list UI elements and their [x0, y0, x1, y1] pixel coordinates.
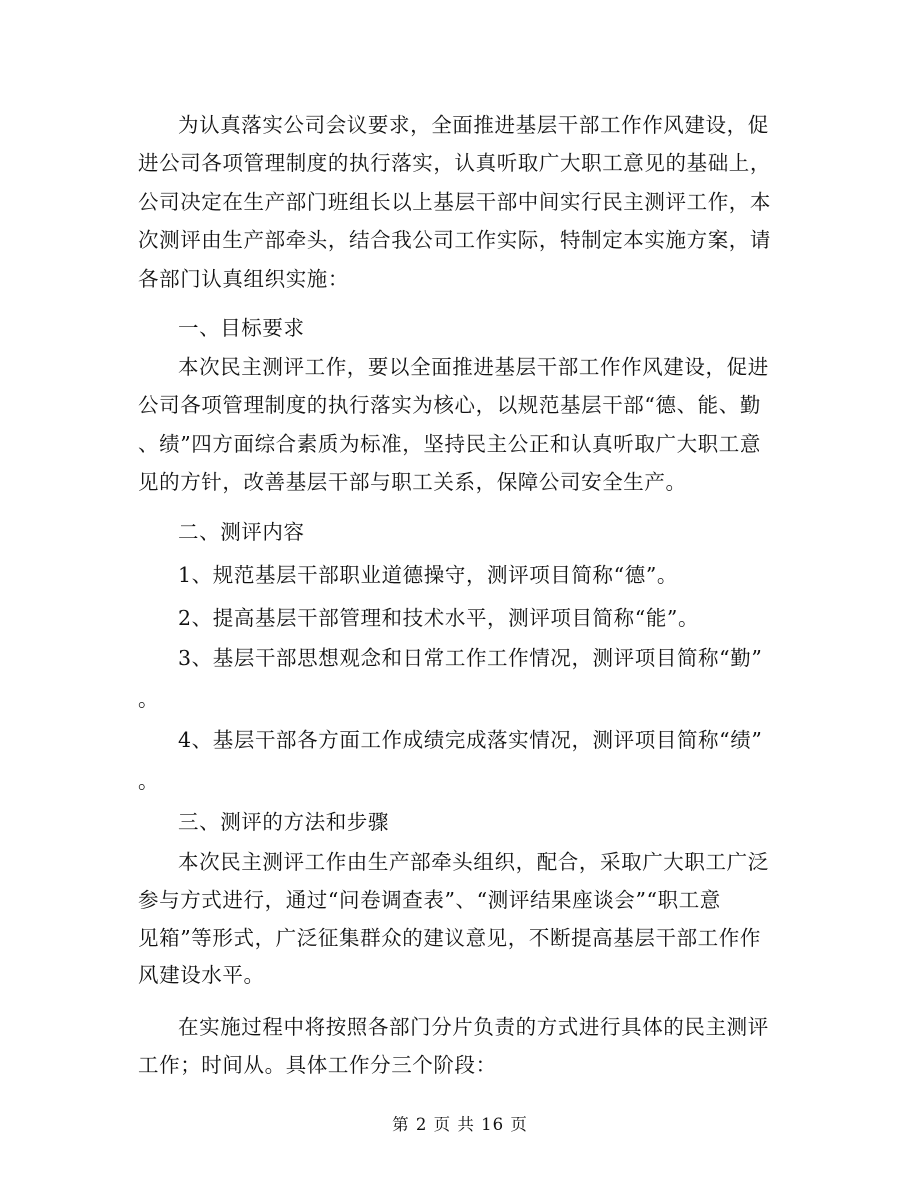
list-item: 1、规范基层干部职业道德操守，测评项目简称“德”。: [178, 563, 679, 587]
text-line: 本次民主测评工作，要以全面推进基层干部工作作风建设，促进: [178, 355, 769, 379]
text-line: 本次民主测评工作由生产部牵头组织，配合，采取广大职工广泛: [178, 850, 769, 874]
list-item: 3、基层干部思想观念和日常工作工作情况，测评项目简称“勤”: [178, 646, 763, 670]
text-line: 各部门认真组织实施：: [138, 267, 349, 291]
text-line: 、绩”四方面综合素质为标准，坚持民主公正和认真听取广大职工意: [138, 432, 761, 456]
section-heading: 二、测评内容: [178, 520, 305, 544]
text-line: 风建设水平。: [138, 963, 265, 987]
text-line: 公司各项管理制度的执行落实为核心，以规范基层干部“德、能、勤: [138, 393, 761, 417]
page-number: 第 2 页 共 16 页: [392, 1115, 528, 1134]
text-line: 公司决定在生产部门班组长以上基层干部中间实行民主测评工作，本: [138, 190, 771, 214]
text-line: 次测评由生产部牵头，结合我公司工作实际，特制定本实施方案，请: [138, 228, 771, 252]
section-heading: 三、测评的方法和步骤: [178, 810, 389, 834]
section-heading: 一、目标要求: [178, 316, 305, 340]
text-line: 见的方针，改善基层干部与职工关系，保障公司安全生产。: [138, 470, 687, 494]
text-line: 在实施过程中将按照各部门分片负责的方式进行具体的民主测评: [178, 1015, 769, 1039]
list-item: 2、提高基层干部管理和技术水平，测评项目简称“能”。: [178, 606, 700, 630]
text-line: 见箱”等形式，广泛征集群众的建议意见，不断提高基层干部工作作: [138, 926, 761, 950]
text-line: 。: [138, 769, 160, 793]
list-item: 4、基层干部各方面工作成绩完成落实情况，测评项目简称“绩”: [178, 728, 763, 752]
text-line: 。: [138, 687, 160, 711]
text-line: 为认真落实公司会议要求，全面推进基层干部工作作风建设，促: [178, 113, 769, 137]
text-line: 工作；时间从。具体工作分三个阶段：: [138, 1053, 497, 1077]
text-line: 进公司各项管理制度的执行落实，认真听取广大职工意见的基础上，: [138, 151, 771, 175]
text-line: 参与方式进行，通过“问卷调查表”、“测评结果座谈会”“职工意: [138, 888, 721, 912]
